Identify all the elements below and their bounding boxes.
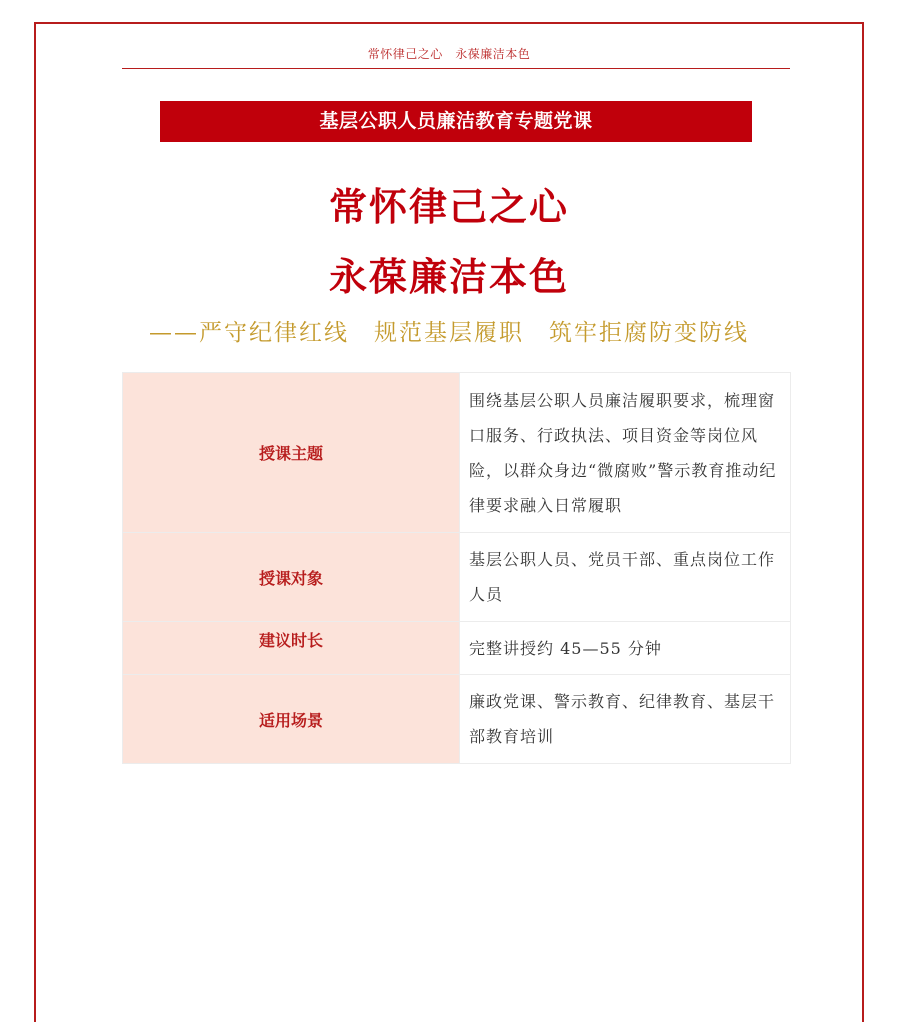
table-row	[123, 533, 791, 622]
row-label-audience: 授课对象	[123, 533, 460, 622]
course-info-table	[122, 372, 791, 764]
table-row	[123, 373, 791, 533]
table-row	[123, 622, 791, 675]
row-label-scenarios: 适用场景	[123, 675, 460, 764]
row-value-scenarios: 廉政党课、警示教育、纪律教育、基层干部教育培训	[460, 675, 791, 764]
row-label-duration: 建议时长	[123, 622, 460, 675]
row-label-topic: 授课主题	[123, 373, 460, 533]
table-row	[123, 675, 791, 764]
row-value-topic: 围绕基层公职人员廉洁履职要求，梳理窗口服务、行政执法、项目资金等岗位风险，以群众身边“微腐败”警示教育推动纪律要求融入日常履职	[460, 373, 791, 533]
main-title-line-1: 常怀律己之心	[328, 185, 569, 229]
main-title-line-2: 永葆廉洁本色	[328, 255, 569, 299]
row-value-audience: 基层公职人员、党员干部、重点岗位工作人员	[460, 533, 791, 622]
subtitle: ——严守纪律红线 规范基层履职 筑牢拒腐防变防线	[149, 320, 749, 346]
header-divider	[122, 68, 790, 69]
document-page	[34, 22, 864, 1022]
running-header: 常怀律己之心 永葆廉洁本色	[367, 47, 531, 61]
row-value-duration: 完整讲授约 45—55 分钟	[460, 622, 791, 675]
course-banner: 基层公职人员廉洁教育专题党课	[160, 101, 752, 142]
